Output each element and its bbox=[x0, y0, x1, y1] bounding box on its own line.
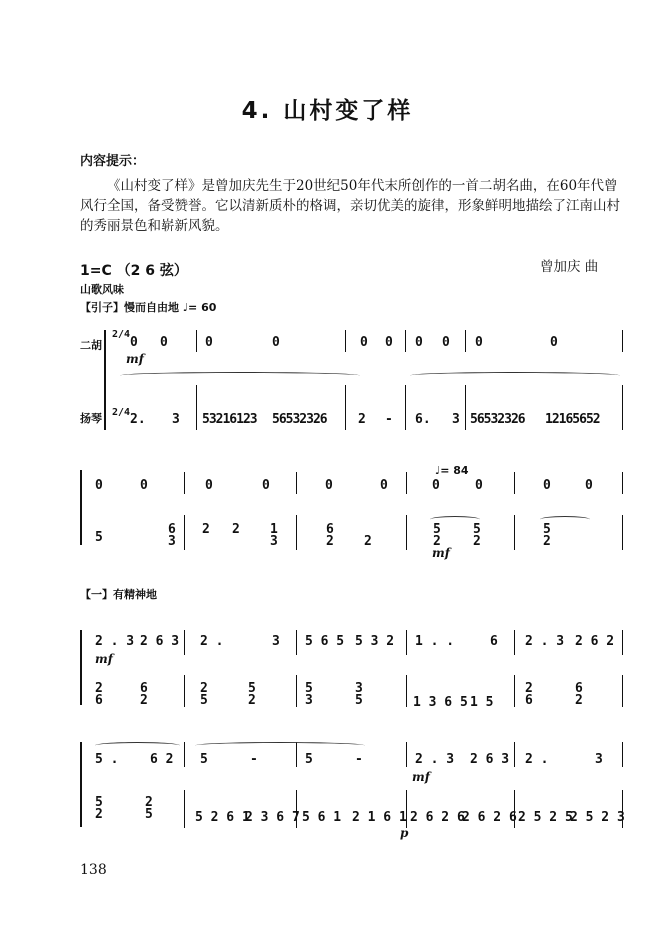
erhu-note: 0 bbox=[272, 335, 280, 350]
erhu-note: 0 bbox=[432, 478, 440, 493]
barline bbox=[184, 742, 185, 767]
tempo-marking-2: ♩= 84 bbox=[435, 464, 469, 477]
barline bbox=[622, 385, 623, 430]
yangqin-note: 6 2 bbox=[140, 681, 148, 708]
yangqin-note: 2 bbox=[358, 412, 366, 427]
yangqin-note: 3 bbox=[172, 412, 180, 427]
barline bbox=[196, 385, 197, 430]
barline bbox=[514, 675, 515, 707]
yangqin-note: 2 3 6 7 bbox=[245, 810, 300, 825]
erhu-note: 0 bbox=[160, 335, 168, 350]
yangqin-note: 2 6 2 6 bbox=[410, 810, 465, 825]
content-hint-label: 内容提示： bbox=[80, 154, 146, 169]
barline bbox=[406, 515, 407, 550]
erhu-note: 6 2 bbox=[150, 752, 174, 767]
erhu-note: 0 bbox=[130, 335, 138, 350]
barline bbox=[184, 630, 185, 655]
dynamic-p: p bbox=[400, 826, 409, 840]
yangqin-note: 2 bbox=[326, 534, 334, 549]
system-brace bbox=[80, 470, 85, 545]
time-signature-yangqin: 2/4 bbox=[112, 407, 131, 418]
yangqin-note: 3 bbox=[270, 534, 278, 549]
barline bbox=[406, 630, 407, 655]
yangqin-note: 56532326 bbox=[272, 412, 327, 427]
erhu-note: 2 6 3 bbox=[140, 634, 180, 649]
yangqin-note: 1 3 6 5 bbox=[413, 695, 468, 710]
yangqin-note: 3 bbox=[452, 412, 460, 427]
barline bbox=[405, 330, 406, 352]
yangqin-note: 2 bbox=[232, 522, 240, 537]
yangqin-note: 2 5 2 5 bbox=[518, 810, 573, 825]
barline bbox=[296, 515, 297, 550]
erhu-note: 2 . 3 bbox=[415, 752, 455, 767]
erhu-note: 0 bbox=[205, 335, 213, 350]
erhu-note: 5 6 5 bbox=[305, 634, 345, 649]
yangqin-note: 6 bbox=[326, 522, 334, 537]
intro-text: 《山村变了样》是曾加庆先生于20世纪50年代末所创作的一首二胡名曲，在60年代曾风行全国，备受赞誉。它以清新质朴的格调，亲切优美的旋律，形象鲜明地描绘了江南山村的秀丽景色和崭新风貌。 bbox=[80, 178, 620, 234]
yangqin-note: 12165652 bbox=[545, 412, 600, 427]
yangqin-note: 5 2 6 1 bbox=[195, 810, 250, 825]
slur bbox=[95, 742, 180, 749]
erhu-note: 0 bbox=[550, 335, 558, 350]
barline bbox=[465, 330, 466, 352]
barline bbox=[465, 385, 466, 430]
yangqin-note: - bbox=[385, 412, 393, 427]
erhu-note: 5 bbox=[305, 752, 313, 767]
barline bbox=[622, 630, 623, 655]
instrument-label-yangqin: 扬琴 bbox=[80, 412, 102, 425]
barline bbox=[405, 385, 406, 430]
barline bbox=[514, 472, 515, 494]
yangqin-note: 5 bbox=[543, 522, 551, 537]
yangqin-note: 1 5 bbox=[470, 695, 494, 710]
barline bbox=[514, 630, 515, 655]
barline bbox=[184, 790, 185, 828]
erhu-note: 3 bbox=[272, 634, 280, 649]
dynamic-mf: mf bbox=[412, 770, 430, 784]
yangqin-note: 2 1 6 1 bbox=[352, 810, 407, 825]
barline bbox=[196, 330, 197, 352]
barline bbox=[622, 330, 623, 352]
yangqin-note: 5 3 bbox=[305, 681, 313, 708]
yangqin-note: 5 bbox=[433, 522, 441, 537]
erhu-note: 0 bbox=[543, 478, 551, 493]
barline bbox=[345, 330, 346, 352]
style-label: 山歌风味 bbox=[80, 283, 124, 296]
barline bbox=[406, 742, 407, 767]
barline bbox=[514, 515, 515, 550]
key-signature: 1=C （2 6 弦） bbox=[80, 263, 188, 279]
yangqin-note: 3 bbox=[168, 534, 176, 549]
yangqin-note: 2 bbox=[433, 534, 441, 549]
yangqin-note: 1 bbox=[270, 522, 278, 537]
barline bbox=[622, 472, 623, 494]
barline bbox=[622, 515, 623, 550]
yangqin-note: 2 5 bbox=[200, 681, 208, 708]
yangqin-note: 5 bbox=[473, 522, 481, 537]
erhu-note: 5 3 2 bbox=[355, 634, 395, 649]
yangqin-note: 5 bbox=[95, 530, 103, 545]
erhu-note: 0 bbox=[205, 478, 213, 493]
erhu-note: 0 bbox=[475, 335, 483, 350]
yangqin-note: 2 bbox=[202, 522, 210, 537]
erhu-note: 2 . 3 bbox=[525, 634, 565, 649]
erhu-note: 0 bbox=[140, 478, 148, 493]
yangqin-note: 2 6 bbox=[95, 681, 103, 708]
erhu-note: - bbox=[250, 752, 258, 767]
erhu-note: 2 . bbox=[200, 634, 224, 649]
section-heading: 【一】有精神地 bbox=[80, 588, 157, 601]
composer-credit: 曾加庆 曲 bbox=[540, 259, 599, 275]
yangqin-note: 53216123 bbox=[202, 412, 257, 427]
erhu-note: 2 6 3 bbox=[470, 752, 510, 767]
system-brace bbox=[104, 330, 109, 430]
yangqin-note: 6. bbox=[415, 412, 431, 427]
yangqin-note: 56532326 bbox=[470, 412, 525, 427]
intro-paragraph bbox=[80, 176, 625, 236]
yangqin-note: 2 6 bbox=[525, 681, 533, 708]
erhu-note: 0 bbox=[262, 478, 270, 493]
dynamic-mf: mf bbox=[432, 546, 450, 560]
slur bbox=[410, 372, 620, 379]
erhu-note: 0 bbox=[415, 335, 423, 350]
erhu-note: 0 bbox=[325, 478, 333, 493]
yangqin-note: 6 2 bbox=[575, 681, 583, 708]
barline bbox=[622, 742, 623, 767]
erhu-note: 5 . bbox=[95, 752, 119, 767]
system-brace bbox=[80, 742, 85, 827]
erhu-note: 0 bbox=[360, 335, 368, 350]
yangqin-note: 3 5 bbox=[355, 681, 363, 708]
erhu-note: 0 bbox=[585, 478, 593, 493]
erhu-note: 5 bbox=[200, 752, 208, 767]
erhu-note: 0 bbox=[385, 335, 393, 350]
yangqin-note: 2 6 2 6 bbox=[462, 810, 517, 825]
time-signature-erhu: 2/4 bbox=[112, 329, 131, 340]
barline bbox=[406, 675, 407, 707]
erhu-note: 2 6 2 bbox=[575, 634, 615, 649]
yangqin-note: 5 2 bbox=[95, 795, 103, 822]
system-brace bbox=[80, 630, 85, 705]
erhu-note: 2 . bbox=[525, 752, 549, 767]
erhu-note: 2 . 3 bbox=[95, 634, 135, 649]
barline bbox=[184, 515, 185, 550]
barline bbox=[406, 472, 407, 494]
barline bbox=[622, 675, 623, 707]
erhu-note: 0 bbox=[95, 478, 103, 493]
yangqin-note: 2 5 bbox=[145, 795, 153, 822]
erhu-note: 0 bbox=[380, 478, 388, 493]
barline bbox=[296, 675, 297, 707]
barline bbox=[296, 630, 297, 655]
dynamic-mf: mf bbox=[95, 652, 113, 666]
barline bbox=[345, 385, 346, 430]
erhu-note: 6 bbox=[490, 634, 498, 649]
yangqin-note: 2 bbox=[473, 534, 481, 549]
erhu-note: 0 bbox=[442, 335, 450, 350]
barline bbox=[514, 742, 515, 767]
yangqin-note: 2 bbox=[364, 534, 372, 549]
yangqin-note: 5 6 1 bbox=[302, 810, 342, 825]
yangqin-note: 2 5 2 3 bbox=[570, 810, 625, 825]
erhu-note: 1 . . bbox=[415, 634, 455, 649]
yangqin-note: 2. bbox=[130, 412, 146, 427]
erhu-note: 3 bbox=[595, 752, 603, 767]
barline bbox=[296, 472, 297, 494]
yangqin-note: 6 bbox=[168, 522, 176, 537]
yangqin-note: 5 2 bbox=[248, 681, 256, 708]
barline bbox=[184, 675, 185, 707]
erhu-note: - bbox=[355, 752, 363, 767]
slur bbox=[195, 742, 365, 749]
erhu-note: 0 bbox=[475, 478, 483, 493]
page-title: 4. 山村变了样 bbox=[241, 98, 414, 124]
tempo-marking: 【引子】慢而自由地 ♩= 60 bbox=[80, 301, 217, 314]
page-number: 138 bbox=[80, 862, 107, 878]
instrument-label-erhu: 二胡 bbox=[80, 339, 102, 352]
yangqin-note: 2 bbox=[543, 534, 551, 549]
dynamic-mf: mf bbox=[126, 352, 144, 366]
slur bbox=[120, 372, 360, 379]
barline bbox=[184, 472, 185, 494]
